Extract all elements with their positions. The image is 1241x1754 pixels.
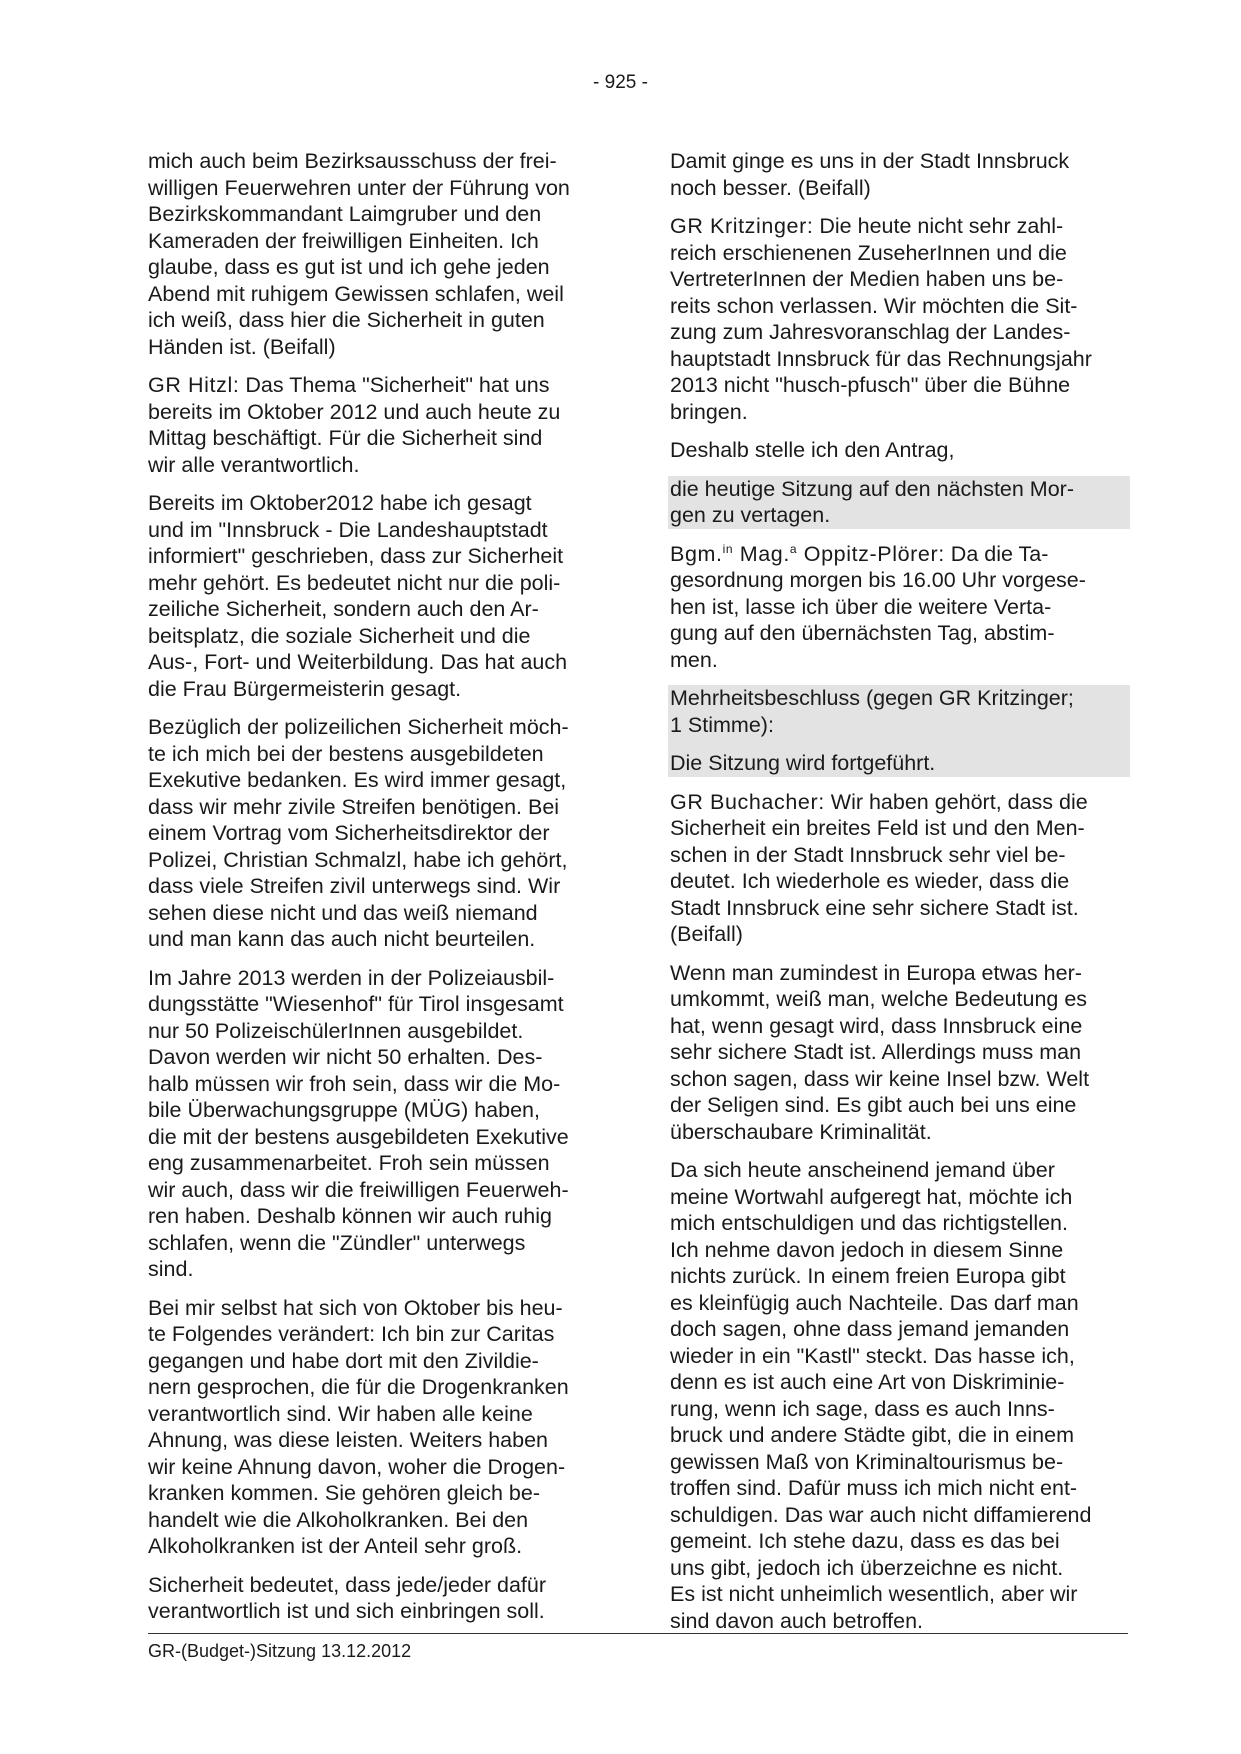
- paragraph: Deshalb stelle ich den Antrag,: [670, 438, 955, 462]
- footer-divider: [148, 1633, 1128, 1634]
- paragraph-text: Die heute nicht sehr zahl- reich erschienenen ZuseherInnen und die VertreterInnen der Medien haben uns be- reits schon verlassen. Wir möchten die Sit- zung zum Jahresvoranschlag der Landes- hauptstadt Innsbruck für das Rechnungsjahr 2013 nicht "husch-pfusch" über die Bühne bringen.: [670, 214, 1092, 424]
- paragraph: Bezüglich der polizeilichen Sicherheit möch- te ich mich bei der bestens ausgebildeten Exekutive bedanken. Es wird immer gesagt, dass wir mehr zivile Streifen benötigen. Bei einem Vortrag vom Sicherheitsdirektor der Polizei, Christian Schmalzl, habe ich gehört, dass viele Streifen zivil unterwegs sind. Wir sehen diese nicht und das weiß niemand und man kann das auch nicht beurteilen.: [148, 715, 569, 951]
- speaker-title: Bgm.: [670, 541, 723, 566]
- paragraph: Bereits im Oktober2012 habe ich gesagt und im "Innsbruck - Die Landeshauptstadt informiert" geschrieben, dass zur Sicherheit mehr gehört. Es bedeutet nicht nur die poli- zeiliche Sicherheit, sondern auch den Ar- beitsplatz, die soziale Sicherheit und die Aus-, Fort- und Weiterbildung. Das hat auch die Frau Bürgermeisterin gesagt.: [148, 491, 568, 701]
- paragraph: [148, 372, 600, 478]
- speaker-name: [670, 542, 945, 566]
- right-column: [670, 148, 1128, 1646]
- paragraph: [670, 213, 1128, 425]
- motion-box: die heutige Sitzung auf den nächsten Mor- gen zu vertagen.: [668, 476, 1130, 529]
- paragraph: [670, 789, 1128, 948]
- footer-text: GR-(Budget-)Sitzung 13.12.2012: [148, 1641, 412, 1661]
- speaker-name: GR Kritzinger:: [670, 214, 814, 238]
- paragraph: mich auch beim Bezirksausschuss der frei- willigen Feuerwehren unter der Führung von Bezirkskommandant Laimgruber und den Kameraden der freiwilligen Einheiten. Ich glaube, dass es gut ist und ich gehe jeden Abend mit ruhigem Gewissen schlafen, weil ich weiß, dass hier die Sicherheit in guten Händen ist. (Beifall): [148, 149, 570, 359]
- paragraph: Im Jahre 2013 werden in der Polizeiausbil- dungsstätte "Wiesenhof" für Tirol insgesamt nur 50 PolizeischülerInnen ausgebildet. Davon werden wir nicht 50 erhalten. Des- halb müssen wir froh sein, dass wir die Mo- bile Überwachungsgruppe (MÜG) haben, die mit der bestens ausgebildeten Exekutive eng zusammenarbeitet. Froh sein müssen wir auch, dass wir die freiwilligen Feuerweh- ren haben. Deshalb können wir auch ruhig schlafen, wenn die "Zündler" unterwegs sind.: [148, 965, 569, 1281]
- paragraph: Bei mir selbst hat sich von Oktober bis heu- te Folgendes verändert: Ich bin zur Caritas gegangen und habe dort mit den Zivildie- nern gesprochen, die für die Drogenkranken verantwortlich sind. Wir haben alle keine Ahnung, was diese leisten. Weiters haben wir keine Ahnung davon, woher die Drogen- kranken kommen. Sie gehören gleich be- handelt wie die Alkoholkranken. Bei den Alkoholkranken ist der Anteil sehr groß.: [148, 1295, 569, 1558]
- resolution-box: Mehrheitsbeschluss (gegen GR Kritzinger; 1 Stimme):: [668, 685, 1130, 750]
- result-box: Die Sitzung wird fortgeführt.: [668, 750, 1130, 777]
- paragraph: Wenn man zumindest in Europa etwas her- umkommt, weiß man, welche Bedeutung es hat, wenn gesagt wird, dass Innsbruck eine sehr sichere Stadt ist. Allerdings muss man schon sagen, dass wir keine Insel bzw. Welt der Seligen sind. Es gibt auch bei uns eine überschaubare Kriminalität.: [670, 960, 1090, 1144]
- paragraph: Da sich heute anscheinend jemand über meine Wortwahl aufgeregt hat, möchte ich mich entschuldigen und das richtigstellen. Ich nehme davon jedoch in diesem Sinne nichts zurück. In einem freien Europa gibt es kleinfügig auch Nachteile. Das darf man doch sagen, ohne dass jemand jemanden wieder in ein "Kastl" steckt. Das hasse ich, denn es ist auch eine Art von Diskriminie- rung, wenn ich sage, dass es auch Inns- bruck und andere Städte gibt, die in einem gewissen Maß von Kriminaltourismus be- troffen sind. Dafür muss ich mich nicht ent- schuldigen. Das war auch nicht diffamierend gemeint. Ich stehe dazu, dass es das bei uns gibt, jedoch ich überzeichne es nicht. Es ist nicht unheimlich wesentlich, aber wir sind davon auch betroffen.: [670, 1158, 1092, 1633]
- speaker-name: GR Buchacher:: [670, 789, 825, 814]
- speaker-title-sup: in: [722, 541, 734, 556]
- paragraph: [670, 541, 1128, 674]
- speaker-title: Mag.: [733, 541, 790, 566]
- speaker-surname: Oppitz-Plörer:: [797, 541, 945, 566]
- speaker-title-sup: a: [789, 541, 798, 556]
- paragraph: Damit ginge es uns in der Stadt Innsbruck noch besser. (Beifall): [670, 149, 1070, 200]
- speaker-name: GR Hitzl:: [148, 373, 240, 397]
- paragraph-text: Da die Ta- gesordnung morgen bis 16.00 Uhr vorgese- hen ist, lasse ich über die weitere Verta- gung auf den übernächsten Tag, abstim- men.: [670, 541, 1086, 672]
- paragraph: Sicherheit bedeutet, dass jede/jeder dafür verantwortlich ist und sich einbringen soll.: [148, 1572, 547, 1623]
- left-column: [148, 148, 600, 1637]
- page-number: - 925 -: [593, 72, 648, 93]
- paragraph-text: Das Thema "Sicherheit" hat uns bereits im Oktober 2012 und auch heute zu Mittag beschäftigt. Für die Sicherheit sind wir alle verantwortlich.: [148, 373, 561, 477]
- paragraph-text: Wir haben gehört, dass die Sicherheit ein breites Feld ist und den Men- schen in der Stadt Innsbruck sehr viel be- deutet. Ich wiederhole es wieder, dass die Stadt Innsbruck eine sehr sichere Stadt ist. (Beifall): [670, 789, 1088, 946]
